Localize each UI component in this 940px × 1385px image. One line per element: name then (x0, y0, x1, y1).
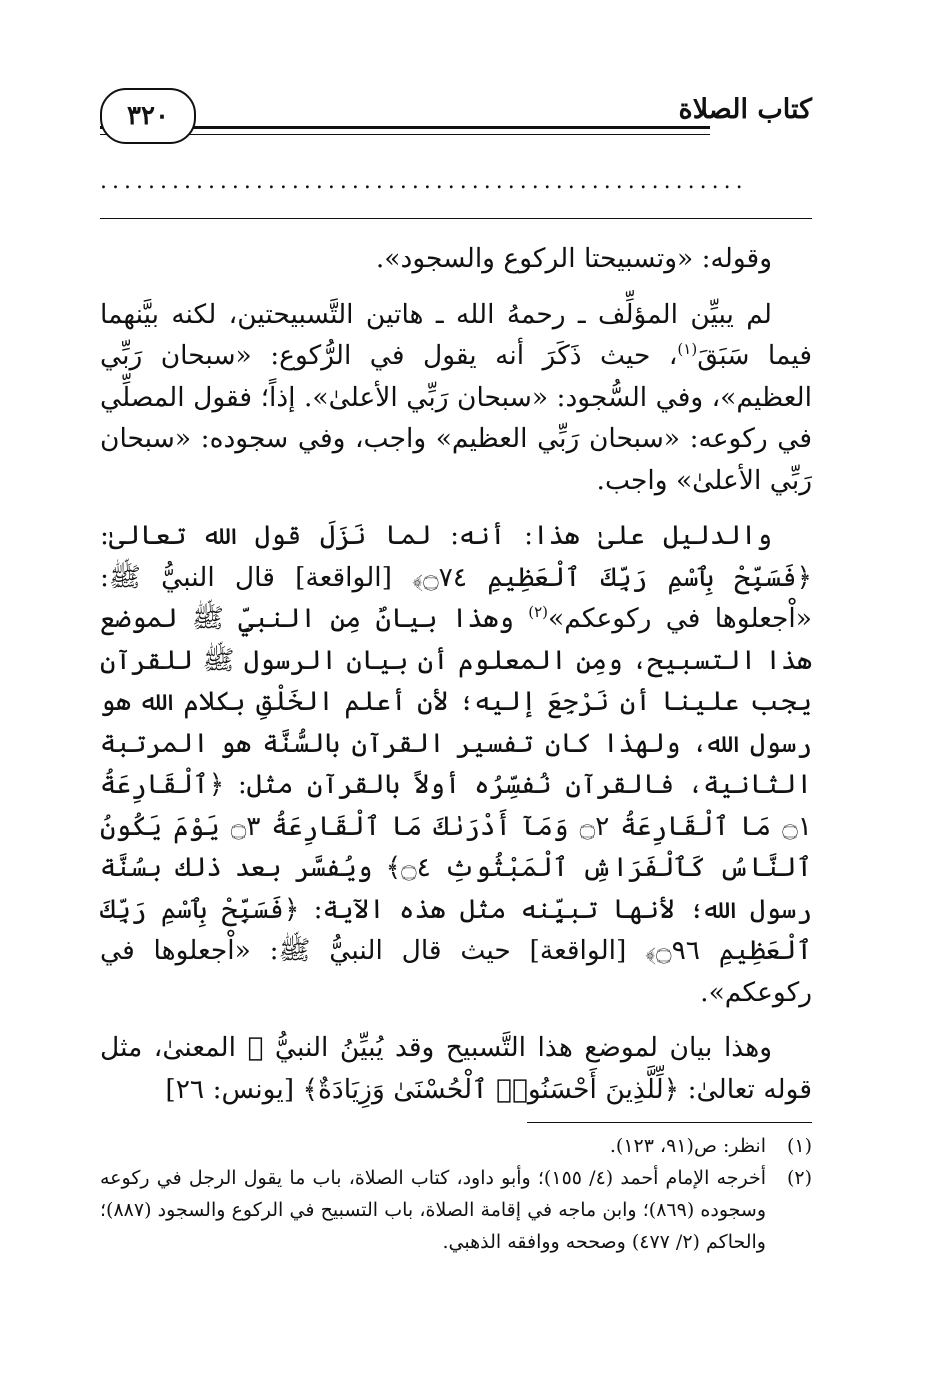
running-title: كتاب الصلاة (678, 94, 812, 125)
paragraph-2 (100, 294, 812, 502)
page-header (100, 88, 812, 150)
paragraph-2-text-a: لم يبيِّن المؤلِّف ـ رحمهُ الله ـ هاتين التَّسبيحتين، لكنه بيَّنهما فيما سَبَقَ (100, 298, 812, 371)
page-number-text: ٣٢٠ (127, 101, 169, 131)
dotted-separator: ...................................................... (100, 172, 748, 192)
main-text (100, 238, 812, 1124)
paragraph-3 (100, 515, 812, 1013)
footnotes (100, 1130, 812, 1258)
paragraph-4: وهذا بيان لموضع هذا التَّسبيح وقد يُبيِّنُ النبيُّ ﷺ المعنىٰ، مثل قوله تعالىٰ: ﴿لِّلَّذِينَ أَحْسَنُوا۟ ٱلْحُسْنَىٰ وَزِيَادَةٌ﴾ [يونس: ٢٦] (100, 1032, 812, 1105)
footnote-2 (100, 1162, 812, 1258)
footnote-2-number: (٢) (786, 1167, 812, 1189)
page-number (100, 88, 196, 144)
header-rule-thin (100, 134, 710, 135)
footnote-2-text: أخرجه الإمام أحمد (٤/ ١٥٥)؛ وأبو داود، كتاب الصلاة، باب ما يقول الرجل في ركوعه وسجوده (٨٦٩)؛ وابن ماجه في إقامة الصلاة، باب التسبيح في الركوع والسجود (٨٨٧)؛ والحاكم (٢/ ٤٧٧) وصححه ووافقه الذهبي. (100, 1167, 767, 1253)
footnote-1-text: انظر: ص(٩١، ١٢٣). (609, 1135, 766, 1157)
footnote-marker-2[interactable]: (٢) (528, 603, 549, 622)
content-top-rule (100, 218, 812, 219)
footnote-1-number: (١) (786, 1135, 812, 1157)
footnote-1 (100, 1130, 812, 1162)
footnote-marker-1[interactable]: (١) (677, 340, 698, 359)
paragraph-3-text-a: والدليل علىٰ هذا: أنه: لما نَزَلَ قول الله تعالىٰ: ﴿فَسَبِّحْ بِٱسْمِ رَبِّكَ ٱلْعَظِيمِ ۝٧٤﴾ [الواقعة] قال النبيُّ ﷺ: «اْجعلوها في ركوعكم» (100, 520, 812, 634)
paragraph-3-text-b: وهذا بيانٌ مِن النبيِّ ﷺ لموضع هذا التسبيح، ومِن المعلوم أن بيان الرسول ﷺ للقرآن يجب علينا أن نَرْجِعَ إليه؛ لأن أعلم الخَلْقِ بكلام الله هو رسول الله، ولهذا كان تفسير القرآن بالسُّنَّة هو المرتبة الثانية، فالقرآن نُفسِّرُه أولاً بالقرآن مثل: ﴿ٱلْقَارِعَةُ ۝١ مَا ٱلْقَارِعَةُ ۝٢ وَمَآ أَدْرَىٰكَ مَا ٱلْقَارِعَةُ ۝٣ يَوْمَ يَكُونُ ٱلنَّاسُ كَٱلْفَرَاشِ ٱلْمَبْثُوثِ ۝٤﴾ ويُفسَّر بعد ذلك بسُنَّة رسول الله؛ لأنها تبيِّنه مثل هذه الآية: ﴿فَسَبِّحْ بِٱسْمِ رَبِّكَ ٱلْعَظِيمِ ۝٩٦﴾ [الواقعة] حيث قال النبيُّ ﷺ: «اْجعلوها في ركوعكم». (100, 603, 812, 1008)
paragraph-1: وقوله: «وتسبيحتا الركوع والسجود». (375, 243, 772, 274)
paragraph-2-text-b: ، حيث ذَكَرَ أنه يقول في الرُّكوع: «سبحان رَبِّي العظيم»، وفي السُّجود: «سبحان رَبِّي الأعلىٰ». إذاً؛ فقول المصلِّي في ركوعه: «سبحان رَبِّي العظيم» واجب، وفي سجوده: «سبحان رَبِّي الأعلىٰ» واجب. (100, 340, 812, 496)
footnote-rule (527, 1122, 812, 1123)
